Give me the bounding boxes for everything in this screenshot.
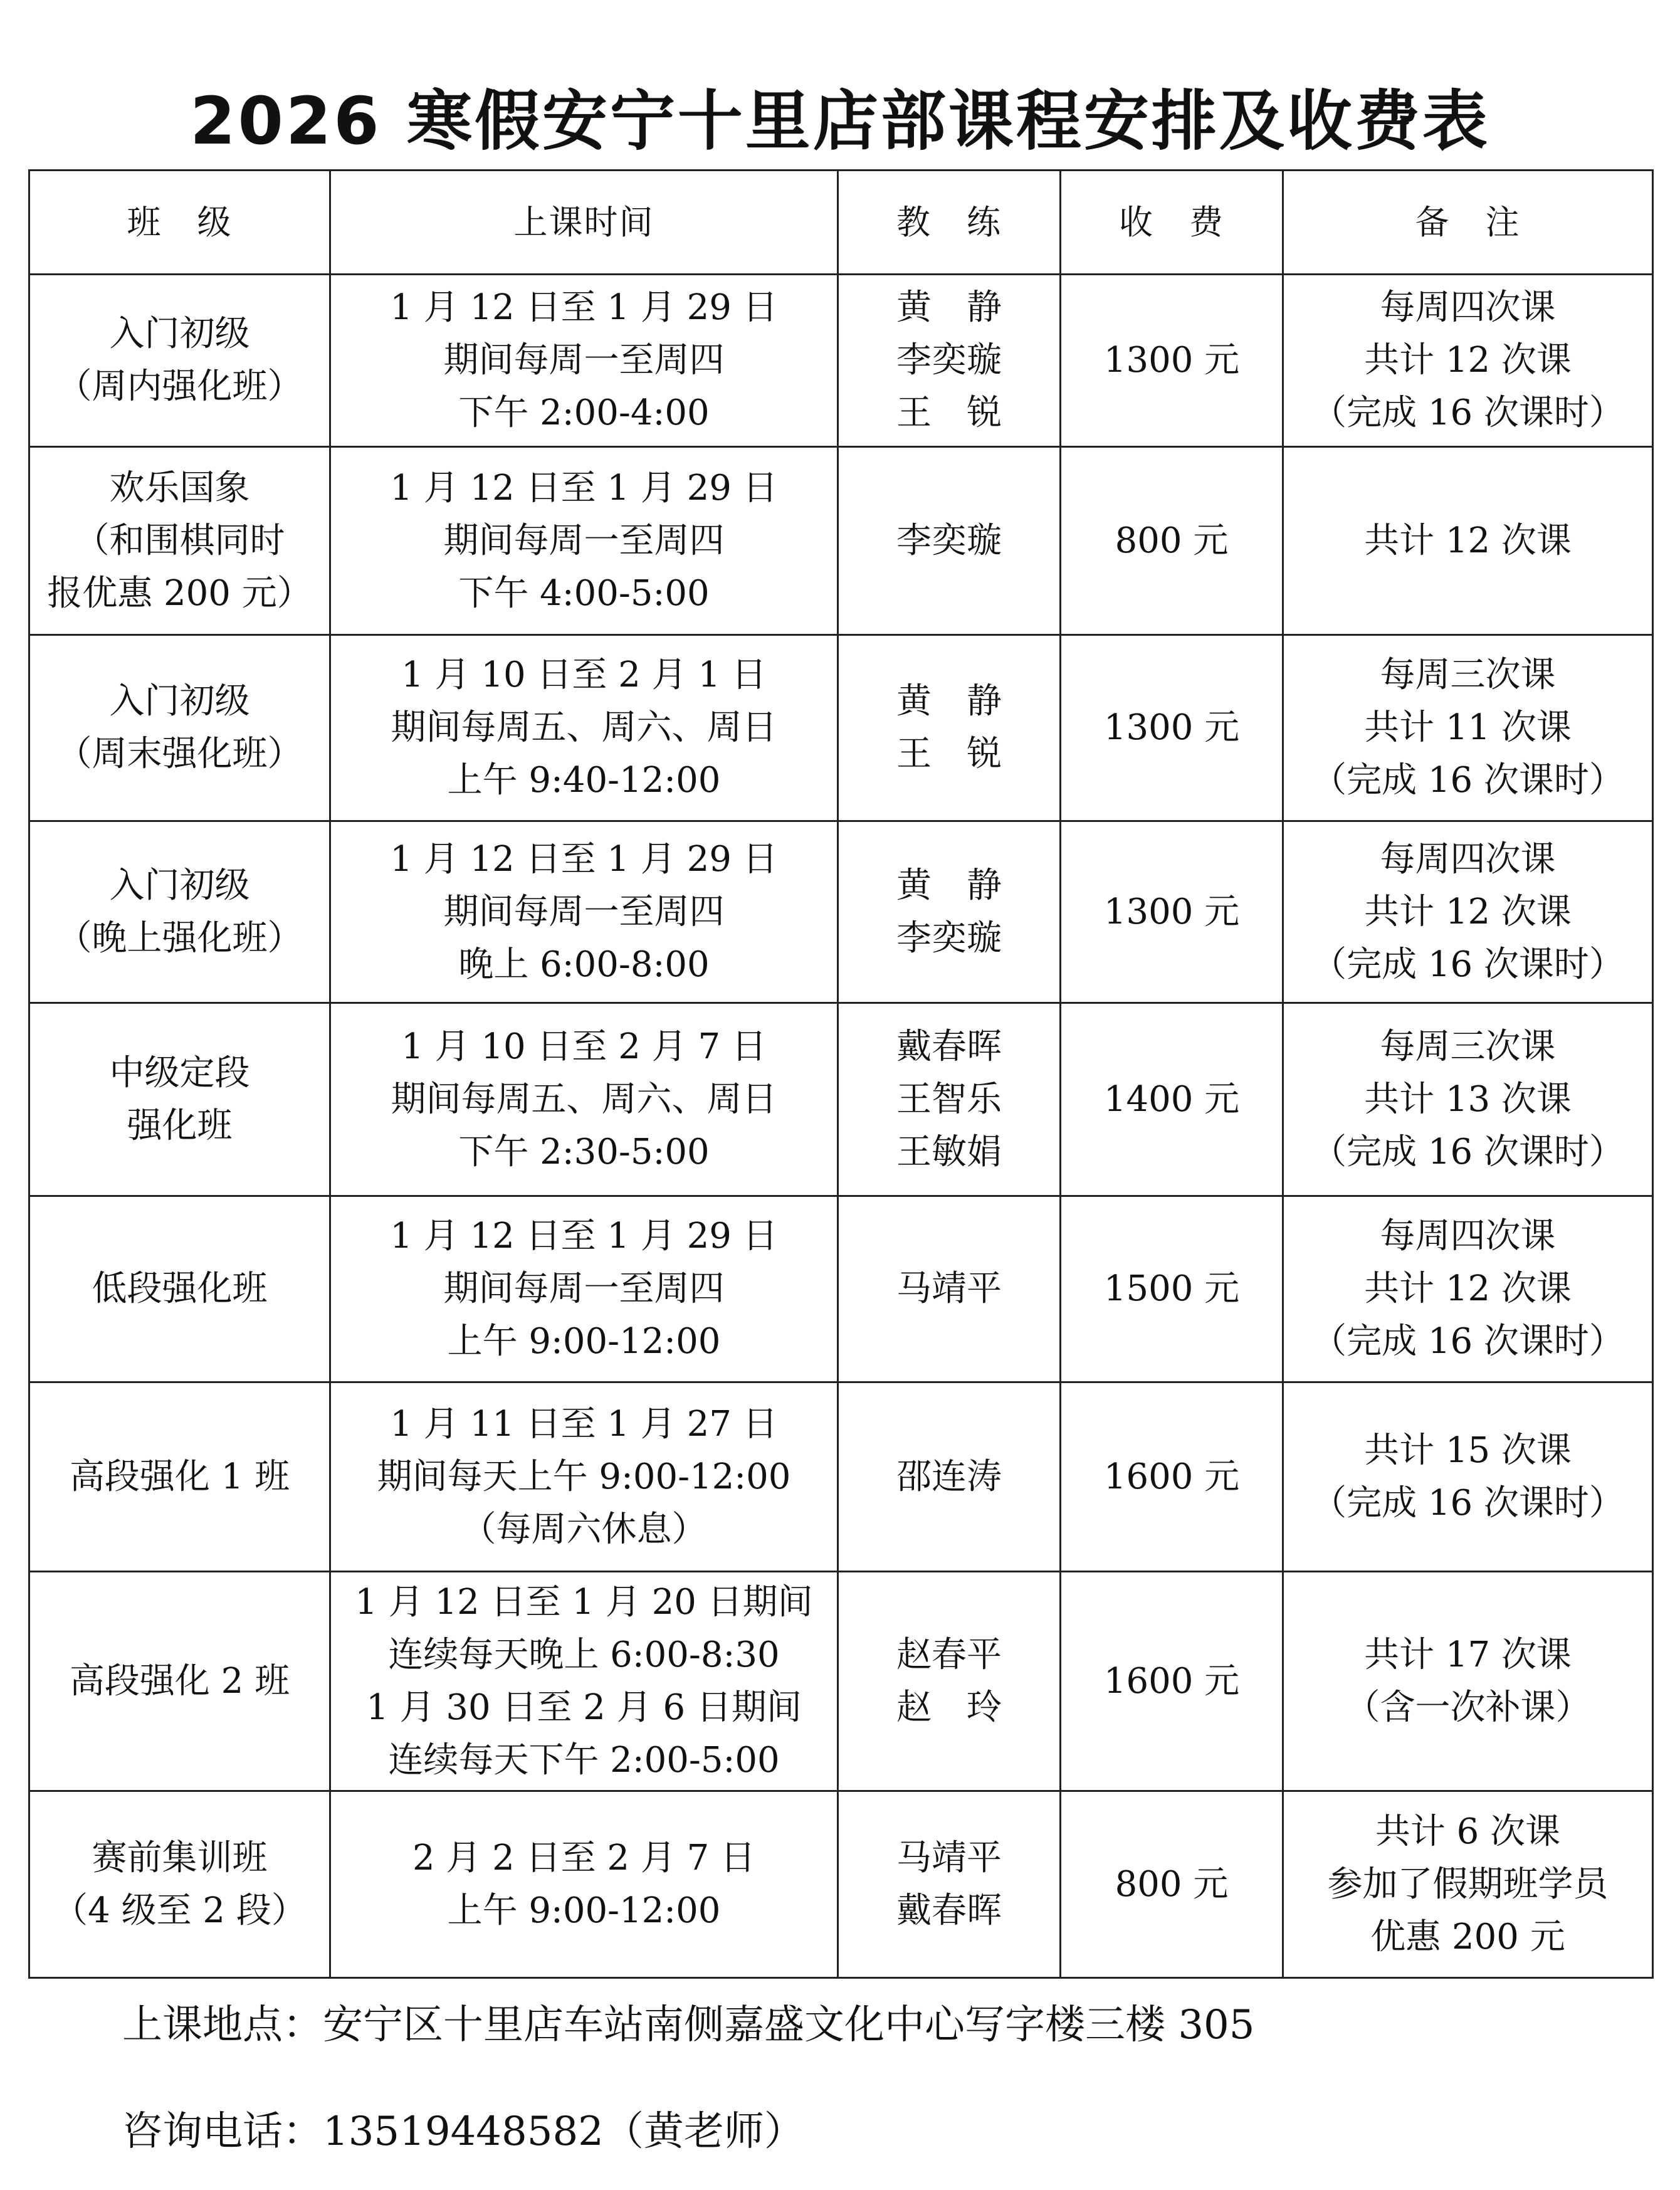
cell-class xyxy=(29,821,330,1003)
table-body xyxy=(29,275,1653,1978)
time-line: 上午 9:00-12:00 xyxy=(447,1890,721,1931)
cell-time xyxy=(330,1196,838,1382)
coach-line: 黄 静 xyxy=(896,287,1002,328)
cell-note xyxy=(1283,275,1653,447)
table-row xyxy=(29,1196,1653,1382)
time-line: 1 月 12 日至 1 月 29 日 xyxy=(390,467,778,508)
coach-line: 王 锐 xyxy=(896,392,1002,433)
note-line: 共计 6 次课 xyxy=(1375,1811,1561,1852)
cell-time xyxy=(330,821,838,1003)
note-line: 每周三次课 xyxy=(1380,1026,1556,1067)
cell-fee: 800 元 xyxy=(1061,1791,1283,1978)
class-line: 入门初级 xyxy=(109,681,250,722)
time-line: 1 月 12 日至 1 月 29 日 xyxy=(390,1216,778,1256)
note-line: 共计 12 次课 xyxy=(1364,340,1572,381)
note-line: 共计 17 次课 xyxy=(1364,1634,1572,1675)
note-line: （完成 16 次课时） xyxy=(1311,760,1624,801)
time-line: 连续每天晚上 6:00-8:30 xyxy=(388,1634,780,1675)
cell-class xyxy=(29,1791,330,1978)
note-line: 共计 12 次课 xyxy=(1364,891,1572,932)
class-line: 欢乐国象 xyxy=(109,467,250,508)
cell-note xyxy=(1283,1196,1653,1382)
time-line: 连续每天下午 2:00-5:00 xyxy=(388,1739,780,1781)
coach-line: 马靖平 xyxy=(896,1268,1002,1309)
table-row xyxy=(29,447,1653,635)
schedule-table xyxy=(28,169,1654,1979)
class-line: （4 级至 2 段） xyxy=(53,1890,307,1931)
note-line: 共计 15 次课 xyxy=(1364,1429,1572,1471)
cell-class xyxy=(29,275,330,447)
cell-note xyxy=(1283,447,1653,635)
note-line: （完成 16 次课时） xyxy=(1311,944,1624,985)
time-line: 上午 9:40-12:00 xyxy=(447,760,721,801)
time-line: 1 月 10 日至 2 月 1 日 xyxy=(401,655,767,695)
cell-class xyxy=(29,1382,330,1572)
time-line: 1 月 30 日至 2 月 6 日期间 xyxy=(366,1687,802,1728)
cell-note xyxy=(1283,1572,1653,1791)
class-line: 低段强化班 xyxy=(92,1268,268,1309)
cell-note xyxy=(1283,1791,1653,1978)
cell-time xyxy=(330,1382,838,1572)
table-row xyxy=(29,275,1653,447)
time-line: 期间每周一至周四 xyxy=(443,1268,725,1309)
class-line: （周末强化班） xyxy=(56,734,303,774)
time-line: 1 月 12 日至 1 月 29 日 xyxy=(390,838,778,880)
note-line: （完成 16 次课时） xyxy=(1311,1321,1624,1362)
cell-fee: 1300 元 xyxy=(1061,635,1283,821)
note-line: 参加了假期班学员 xyxy=(1327,1863,1609,1905)
cell-coach xyxy=(838,1196,1061,1382)
time-line: 期间每周五、周六、周日 xyxy=(391,707,777,748)
note-line: 每周四次课 xyxy=(1380,838,1556,880)
time-line: 1 月 12 日至 1 月 20 日期间 xyxy=(355,1581,813,1623)
cell-note xyxy=(1283,635,1653,821)
class-location: 上课地点：安宁区十里店车站南侧嘉盛文化中心写字楼三楼 305 xyxy=(122,2002,1255,2048)
time-line: 下午 4:00-5:00 xyxy=(458,572,710,614)
coach-line: 李奕璇 xyxy=(896,340,1002,381)
cell-class xyxy=(29,1196,330,1382)
table-row xyxy=(29,635,1653,821)
time-line: 期间每周一至周四 xyxy=(443,340,725,381)
coach-line: 王敏娟 xyxy=(896,1131,1002,1172)
header-fee: 收 费 xyxy=(1061,171,1283,275)
cell-fee: 800 元 xyxy=(1061,447,1283,635)
table-row xyxy=(29,1382,1653,1572)
cell-fee: 1400 元 xyxy=(1061,1003,1283,1196)
class-line: 入门初级 xyxy=(109,865,250,906)
coach-line: 李奕璇 xyxy=(896,917,1002,959)
coach-line: 戴春晖 xyxy=(896,1026,1002,1067)
cell-note xyxy=(1283,821,1653,1003)
coach-line: 赵春平 xyxy=(896,1634,1002,1675)
cell-class xyxy=(29,1572,330,1791)
coach-line: 邵连涛 xyxy=(896,1456,1002,1497)
cell-note xyxy=(1283,1003,1653,1196)
note-line: 共计 13 次课 xyxy=(1364,1078,1572,1120)
cell-time xyxy=(330,447,838,635)
time-line: 下午 2:00-4:00 xyxy=(458,392,710,433)
cell-class xyxy=(29,635,330,821)
class-line: 高段强化 1 班 xyxy=(69,1456,290,1497)
cell-coach xyxy=(838,275,1061,447)
header-coach: 教 练 xyxy=(838,171,1061,275)
cell-fee: 1300 元 xyxy=(1061,821,1283,1003)
cell-time xyxy=(330,275,838,447)
page-title: 2026 寒假安宁十里店部课程安排及收费表 xyxy=(190,83,1490,159)
note-line: （含一次补课） xyxy=(1345,1687,1591,1728)
header-class: 班 级 xyxy=(29,171,330,275)
class-line: 赛前集训班 xyxy=(92,1837,268,1878)
cell-fee: 1300 元 xyxy=(1061,275,1283,447)
table-row xyxy=(29,1003,1653,1196)
note-line: 共计 12 次课 xyxy=(1364,1268,1572,1309)
coach-line: 李奕璇 xyxy=(896,520,1002,561)
time-line: 下午 2:30-5:00 xyxy=(458,1131,710,1172)
coach-line: 马靖平 xyxy=(896,1837,1002,1878)
class-line: 入门初级 xyxy=(109,313,250,354)
time-line: 1 月 10 日至 2 月 7 日 xyxy=(401,1026,767,1067)
table-row xyxy=(29,1791,1653,1978)
table-row xyxy=(29,1572,1653,1791)
cell-coach xyxy=(838,821,1061,1003)
class-line: 报优惠 200 元） xyxy=(47,572,312,614)
time-line: 晚上 6:00-8:00 xyxy=(458,944,710,985)
time-line: 期间每周五、周六、周日 xyxy=(391,1078,777,1120)
time-line: （每周六休息） xyxy=(461,1508,707,1550)
time-line: 期间每周一至周四 xyxy=(443,520,725,561)
note-line: 每周三次课 xyxy=(1380,655,1556,695)
contact-phone: 咨询电话：13519448582（黄老师） xyxy=(122,2108,804,2155)
note-line: 共计 11 次课 xyxy=(1364,707,1572,748)
coach-line: 王智乐 xyxy=(896,1078,1002,1120)
class-line: 高段强化 2 班 xyxy=(69,1660,290,1702)
time-line: 上午 9:00-12:00 xyxy=(447,1321,721,1362)
cell-fee: 1600 元 xyxy=(1061,1382,1283,1572)
note-line: （完成 16 次课时） xyxy=(1311,1131,1624,1172)
note-line: （完成 16 次课时） xyxy=(1311,392,1624,433)
coach-line: 戴春晖 xyxy=(896,1890,1002,1931)
cell-coach xyxy=(838,1791,1061,1978)
class-line: 强化班 xyxy=(127,1105,233,1146)
header-time: 上课时间 xyxy=(330,171,838,275)
time-line: 2 月 2 日至 2 月 7 日 xyxy=(412,1837,756,1878)
class-line: （和围棋同时 xyxy=(74,520,285,561)
note-line: （完成 16 次课时） xyxy=(1311,1482,1624,1524)
class-line: 中级定段 xyxy=(109,1052,250,1093)
cell-fee: 1600 元 xyxy=(1061,1572,1283,1791)
table-header-row xyxy=(29,171,1653,275)
cell-coach xyxy=(838,635,1061,821)
cell-time xyxy=(330,1003,838,1196)
note-line: 共计 12 次课 xyxy=(1364,520,1572,561)
coach-line: 王 锐 xyxy=(896,734,1002,774)
cell-time xyxy=(330,1791,838,1978)
time-line: 1 月 12 日至 1 月 29 日 xyxy=(390,287,778,328)
time-line: 1 月 11 日至 1 月 27 日 xyxy=(390,1403,778,1445)
note-line: 每周四次课 xyxy=(1380,1216,1556,1256)
cell-coach xyxy=(838,1382,1061,1572)
cell-class xyxy=(29,447,330,635)
class-line: （周内强化班） xyxy=(56,366,303,407)
note-line: 优惠 200 元 xyxy=(1370,1916,1565,1957)
cell-coach xyxy=(838,1572,1061,1791)
time-line: 期间每周一至周四 xyxy=(443,891,725,932)
header-note: 备 注 xyxy=(1283,171,1653,275)
table-row xyxy=(29,821,1653,1003)
cell-fee: 1500 元 xyxy=(1061,1196,1283,1382)
cell-time xyxy=(330,1572,838,1791)
coach-line: 赵 玲 xyxy=(896,1687,1002,1728)
cell-time xyxy=(330,635,838,821)
coach-line: 黄 静 xyxy=(896,681,1002,722)
cell-note xyxy=(1283,1382,1653,1572)
note-line: 每周四次课 xyxy=(1380,287,1556,328)
time-line: 期间每天上午 9:00-12:00 xyxy=(377,1456,791,1497)
class-line: （晚上强化班） xyxy=(56,917,303,959)
coach-line: 黄 静 xyxy=(896,865,1002,906)
cell-coach xyxy=(838,1003,1061,1196)
cell-coach xyxy=(838,447,1061,635)
cell-class xyxy=(29,1003,330,1196)
